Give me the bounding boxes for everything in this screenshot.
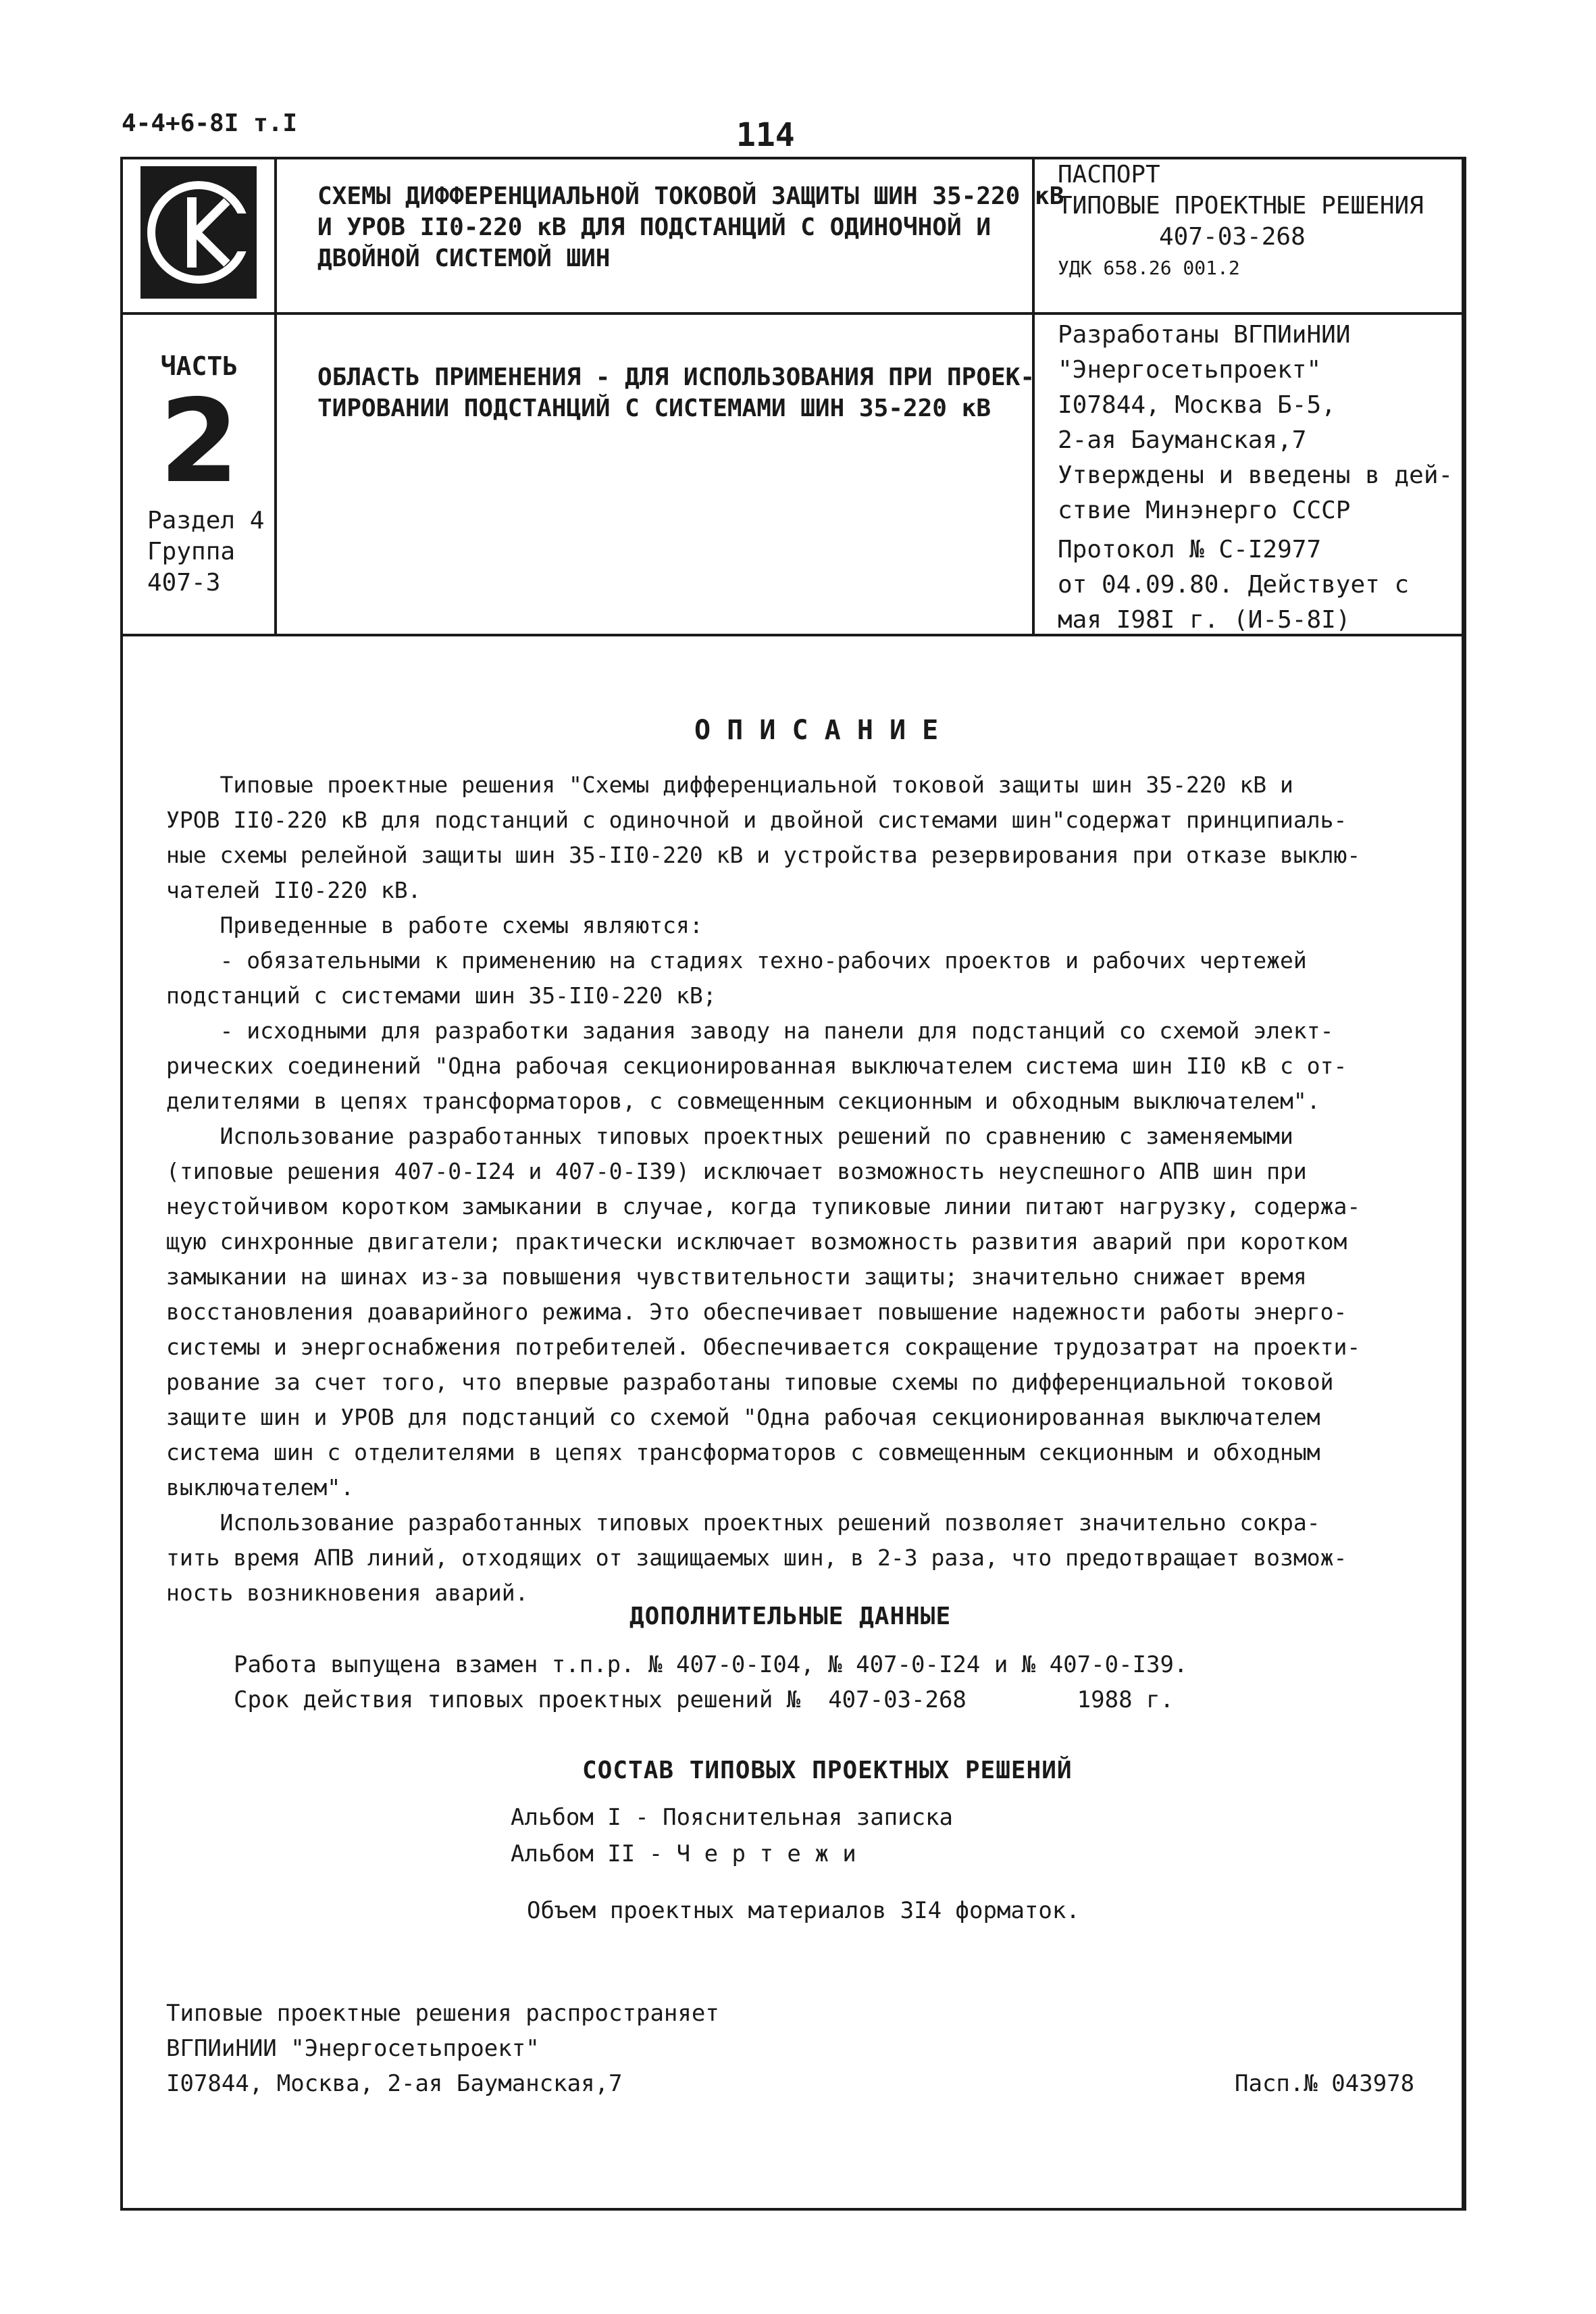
stamp-title-line: И УРОВ II0-220 кВ ДЛЯ ПОДСТАНЦИЙ С ОДИНОЧНОЙ И (317, 213, 991, 241)
part-block (128, 351, 270, 509)
description-line: ность возникновения аварий. (166, 1580, 529, 1606)
distributor-line: Типовые проектные решения распространяет (166, 2000, 719, 2027)
protocol-line: мая I98I г. (И-5-8I) (1058, 606, 1351, 634)
developer-block (1058, 318, 1453, 638)
description-line: (типовые решения 407-0-I24 и 407-0-I39) исключает возможность неуспешного АПВ шин при (166, 1158, 1307, 1184)
developer-line: "Энергосетьпроект" (1058, 356, 1322, 384)
distributor-line: ВГПИиНИИ "Энергосетьпроект" (166, 2035, 540, 2062)
description-line: Использование разработанных типовых проектных решений позволяет значительно сокра- (166, 1509, 1320, 1536)
distributor-block (166, 1996, 719, 2101)
description-line: подстанций с системами шин 35-II0-220 кВ; (166, 982, 717, 1009)
album-1: Альбом I - Пояснительная записка (511, 1804, 954, 1831)
validity-period: Срок действия типовых проектных решений № 407-03-268 1988 г. (234, 1686, 1174, 1713)
stamp-title-line: СХЕМЫ ДИФФЕРЕНЦИАЛЬНОЙ ТОКОВОЙ ЗАЩИТЫ ШИН 35-220 кВ (317, 182, 1064, 210)
passport-number: 407-03-268 (1159, 223, 1306, 251)
passport-block (1058, 159, 1424, 284)
description-line: - обязательными к применению на стадиях техно-рабочих проектов и рабочих чертежей (166, 947, 1307, 974)
part-label: ЧАСТЬ (160, 351, 238, 381)
scope-block (317, 362, 1035, 424)
developer-line: 2-ая Бауманская,7 (1058, 426, 1307, 454)
protocol-line: Протокол № С-I2977 (1058, 536, 1322, 563)
description-line: рование за счет того, что впервые разработаны типовые схемы по дифференциальной токовой (166, 1369, 1334, 1395)
composition-heading: СОСТАВ ТИПОВЫХ ПРОЕКТНЫХ РЕШЕНИЙ (582, 1757, 1073, 1784)
description-line: щую синхронные двигатели; практически исключает возможность развития аварий при коротком (166, 1228, 1347, 1255)
description-line: тить время АПВ линий, отходящих от защищаемых шин, в 2-3 раза, что предотвращает возмож- (166, 1544, 1347, 1571)
description-line: рических соединений "Одна рабочая секционированная выключателем система шин II0 кВ с от- (166, 1053, 1347, 1079)
passport-type: ТИПОВЫЕ ПРОЕКТНЫЕ РЕШЕНИЯ (1058, 192, 1424, 220)
passport-udk: УДК 658.26 001.2 (1058, 257, 1240, 279)
description-body (166, 768, 1436, 1611)
developer-line: I07844, Москва Б-5, (1058, 391, 1336, 419)
volume: Объем проектных материалов 3I4 форматок. (527, 1897, 1080, 1924)
scope-line: ОБЛАСТЬ ПРИМЕНЕНИЯ - ДЛЯ ИСПОЛЬЗОВАНИЯ ПРИ ПРОЕК- (317, 363, 1035, 391)
developer-line: Утверждены и введены в дей- (1058, 461, 1453, 489)
scope-line: ТИРОВАНИИ ПОДСТАНЦИЙ С СИСТЕМАМИ ШИН 35-220 кВ (317, 395, 991, 422)
developer-line: ствие Минэнерго СССР (1058, 497, 1351, 524)
stamp-title (317, 181, 1064, 274)
part-number: 2 (159, 375, 240, 509)
passport-number-footer: Пасп.№ 043978 (1235, 2070, 1415, 2097)
description-line: выключателем". (166, 1474, 355, 1501)
stamp-title-line: ДВОЙНОЙ СИСТЕМОЙ ШИН (317, 245, 611, 272)
description-line: система шин с отделителями в цепях трансформаторов с совмещенным секционным и обходным (166, 1439, 1320, 1465)
description-line: Типовые проектные решения "Схемы дифференциальной токовой защиты шин 35-220 кВ и (166, 772, 1293, 798)
description-line: Приведенные в работе схемы являются: (166, 912, 703, 938)
replaced-works: Работа выпущена взамен т.п.р. № 407-0-I04, № 407-0-I24 и № 407-0-I39. (234, 1651, 1188, 1678)
description-line: восстановления доаварийного режима. Это обеспечивает повышение надежности работы энерго- (166, 1299, 1347, 1325)
group-code: 407-3 (147, 569, 221, 597)
additional-heading: ДОПОЛНИТЕЛЬНЫЕ ДАННЫЕ (629, 1603, 952, 1630)
frame-right-inner (1464, 157, 1466, 2211)
stamp-divider-middle (120, 312, 1464, 315)
distributor-line: I07844, Москва, 2-ая Бауманская,7 (166, 2070, 623, 2097)
developer-line: Разработаны ВГПИиНИИ (1058, 321, 1351, 349)
description-line: ные схемы релейной защиты шин 35-II0-220 кВ и устройства резервирования при отказе выклю- (166, 842, 1361, 868)
group-label: Группа (147, 538, 236, 565)
description-line: УРОВ II0-220 кВ для подстанций с одиночной и двойной системами шин"содержат принципиаль- (166, 807, 1347, 833)
passport-label: ПАСПОРТ (1058, 161, 1160, 188)
page-number: 114 (736, 116, 795, 154)
stamp-divider-left (274, 157, 277, 635)
description-line: системы и энергоснабжения потребителей. Обеспечивается сокращение трудозатрат на проекти- (166, 1334, 1361, 1360)
section-group (147, 505, 264, 599)
description-line: делителями в цепях трансформаторов, с совмещенным секционным и обходным выключателем". (166, 1088, 1320, 1114)
description-line: замыкании на шинах из-за повышения чувствительности защиты; значительно снижает время (166, 1263, 1307, 1290)
description-line: Использование разработанных типовых проектных решений по сравнению с заменяемыми (166, 1123, 1293, 1149)
description-line: неустойчивом коротком замыкании в случае, когда тупиковые линии питают нагрузку, содержа- (166, 1193, 1361, 1219)
description-heading: О П И С А Н И Е (694, 715, 939, 746)
description-line: - исходными для разработки задания заводу на панели для подстанций со схемой элект- (166, 1017, 1334, 1044)
description-line: чателей II0-220 кВ. (166, 877, 421, 903)
album-2: Альбом II - Ч е р т е ж и (511, 1840, 856, 1867)
description-line: защите шин и УРОВ для подстанций со схемой "Одна рабочая секционированная выключателем (166, 1404, 1320, 1430)
section-label: Раздел 4 (147, 507, 265, 534)
doc-code: 4-4+6-8I т.I (122, 109, 298, 137)
standards-logo (140, 166, 257, 299)
protocol-line: от 04.09.80. Действует с (1058, 571, 1410, 599)
